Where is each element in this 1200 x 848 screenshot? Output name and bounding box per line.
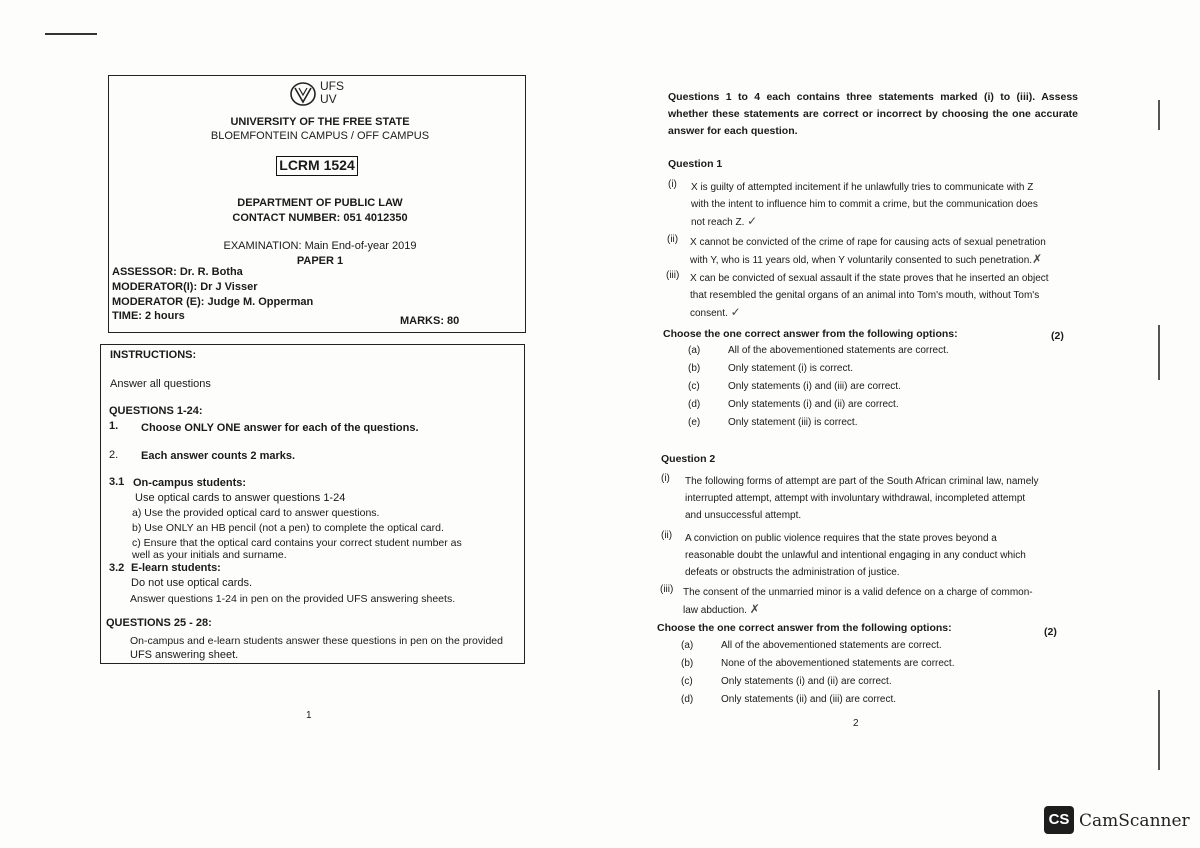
- item1-text: Choose ONLY ONE answer for each of the questions.: [141, 422, 419, 434]
- section31-c1: c) Ensure that the optical card contains your correct student number as: [132, 537, 462, 549]
- option-text: Only statement (iii) is correct.: [728, 417, 858, 428]
- option-label: (c): [681, 676, 693, 687]
- option-label: (a): [688, 345, 701, 356]
- q1-statement1-line3: not reach Z.: [691, 217, 745, 228]
- option-text: All of the abovementioned statements are correct.: [728, 345, 949, 356]
- q2-statement1-line2: interrupted attempt, attempt with involuntary withdrawal, incompleted attempt: [685, 493, 1026, 504]
- option-label: (b): [688, 363, 701, 374]
- item2-text: Each answer counts 2 marks.: [141, 450, 296, 462]
- q25-28-heading: QUESTIONS 25 - 28:: [106, 617, 212, 629]
- q2-statement2-line2: reasonable doubt the unlawful and intentional engaging in any conduct which: [685, 550, 1026, 561]
- university-name: UNIVERSITY OF THE FREE STATE: [230, 116, 410, 128]
- option-label: (c): [688, 381, 700, 392]
- option-label: (d): [681, 694, 694, 705]
- scan-mark: [45, 33, 97, 35]
- instructions-box: [100, 344, 525, 664]
- ufs-emblem-icon: [288, 80, 318, 108]
- q1-statement1-number: (i): [668, 179, 677, 190]
- section31-line1: Use optical cards to answer questions 1-24: [135, 492, 346, 504]
- q2-statement2-line3: defeats or obstructs the administration of justice.: [685, 567, 900, 578]
- q25-28-line2: UFS answering sheet.: [130, 649, 239, 661]
- q1-statement2-number: (ii): [667, 234, 679, 245]
- questions-intro: Questions 1 to 4 each contains three statements marked (i) to (iii). Assess whether these statements are correct or incorrect by choosing the one accurate answer for each question.: [668, 91, 1078, 137]
- logo-text-ufs: UFS: [320, 79, 344, 93]
- option-text: Only statement (i) is correct.: [728, 363, 854, 374]
- exam-time: TIME: 2 hours: [112, 310, 185, 322]
- total-marks: MARKS: 80: [400, 315, 460, 327]
- q1-marks: (2): [1051, 330, 1064, 342]
- page-edge: [1158, 325, 1160, 380]
- assessor: ASSESSOR: Dr. R. Botha: [112, 266, 243, 278]
- section32-line1: Do not use optical cards.: [131, 577, 253, 589]
- ufs-logo: [288, 80, 358, 110]
- option-text: Only statements (i) and (ii) are correct.: [721, 676, 892, 687]
- option-label: (a): [681, 640, 694, 651]
- q2-statement1-line1: The following forms of attempt are part of the South African criminal law, namely: [685, 476, 1039, 487]
- instructions-title: INSTRUCTIONS:: [110, 349, 197, 361]
- q1-statement1-line1: X is guilty of attempted incitement if he unlawfully tries to communicate with Z: [691, 182, 1034, 193]
- section31-b: b) Use ONLY an HB pencil (not a pen) to complete the optical card.: [132, 522, 444, 534]
- q2-statement2-number: (ii): [661, 530, 673, 541]
- option-label: (b): [681, 658, 694, 669]
- q1-24-heading: QUESTIONS 1-24:: [109, 405, 203, 417]
- q2-marks: (2): [1044, 626, 1057, 638]
- contact-number: CONTACT NUMBER: 051 4012350: [232, 212, 408, 224]
- page-edge: [1158, 690, 1160, 770]
- exam-title: EXAMINATION: Main End-of-year 2019: [223, 240, 417, 252]
- q1-statement2-line1: X cannot be convicted of the crime of rape for causing acts of sexual penetration: [690, 237, 1046, 248]
- option-text: Only statements (ii) and (iii) are correct.: [721, 694, 897, 705]
- paper-number: PAPER 1: [296, 255, 344, 267]
- question1-title: Question 1: [668, 158, 723, 170]
- q2-statement3-line1: The consent of the unmarried minor is a valid defence on a charge of common-: [683, 587, 1033, 598]
- question2-title: Question 2: [661, 453, 716, 465]
- q1-statement3-number: (iii): [666, 270, 680, 281]
- tick-mark: ✓: [747, 214, 758, 228]
- camscanner-watermark: CamScanner: [1079, 811, 1190, 831]
- option-text: None of the abovementioned statements are correct.: [721, 658, 955, 669]
- cross-mark: ✗: [749, 602, 760, 616]
- section32-number: 3.2: [109, 562, 125, 574]
- option-text: All of the abovementioned statements are correct.: [721, 640, 942, 651]
- section31-c2: well as your initials and surname.: [132, 549, 287, 561]
- course-code: LCRM 1524: [276, 156, 358, 176]
- q1-statement3-line3: consent.: [690, 308, 728, 319]
- q2-statement1-number: (i): [661, 473, 670, 484]
- q2-statement3-number: (iii): [660, 584, 674, 595]
- logo-text-uv: UV: [320, 92, 337, 106]
- option-text: Only statements (i) and (ii) are correct.: [728, 399, 899, 410]
- page-number-right: 2: [853, 718, 859, 729]
- section31-a: a) Use the provided optical card to answer questions.: [132, 507, 380, 519]
- q1-statement3-line2: that resembled the genital organs of an animal into Tom's mouth, without Tom's: [690, 290, 1040, 301]
- item2-number: 2.: [109, 449, 119, 461]
- answer-all: Answer all questions: [110, 378, 211, 390]
- item1-number: 1.: [109, 420, 119, 432]
- page-edge: [1158, 100, 1160, 130]
- section31-heading: On-campus students:: [133, 477, 247, 489]
- option-label: (d): [688, 399, 701, 410]
- q2-choose: Choose the one correct answer from the following options:: [657, 622, 952, 634]
- q2-statement1-line3: and unsuccessful attempt.: [685, 510, 802, 521]
- cross-mark: ✗: [1032, 252, 1043, 266]
- q25-28-line1: On-campus and e-learn students answer these questions in pen on the provided: [130, 635, 503, 647]
- tick-mark: ✓: [730, 305, 741, 319]
- moderator-external: MODERATOR (E): Judge M. Opperman: [112, 296, 314, 308]
- campus-name: BLOEMFONTEIN CAMPUS / OFF CAMPUS: [210, 130, 430, 142]
- q1-statement2-line2: with Y, who is 11 years old, when Y voluntarily consented to such penetration.: [690, 255, 1033, 266]
- moderator-internal: MODERATOR(I): Dr J Visser: [112, 281, 258, 293]
- camscanner-logo-icon: CS: [1044, 806, 1074, 834]
- department: DEPARTMENT OF PUBLIC LAW: [237, 197, 403, 209]
- q1-choose: Choose the one correct answer from the following options:: [663, 328, 958, 340]
- q1-statement3-line1: X can be convicted of sexual assault if the state proves that he inserted an object: [690, 273, 1049, 284]
- section32-line2: Answer questions 1-24 in pen on the provided UFS answering sheets.: [130, 593, 456, 605]
- option-text: Only statements (i) and (iii) are correct.: [728, 381, 901, 392]
- page-number-left: 1: [306, 710, 312, 721]
- q1-statement1-line2: with the intent to influence him to commit a crime, but the communication does: [691, 199, 1038, 210]
- q2-statement2-line1: A conviction on public violence requires that the state proves beyond a: [685, 533, 997, 544]
- q2-statement3-line2: law abduction.: [683, 605, 747, 616]
- section32-heading: E-learn students:: [131, 562, 221, 574]
- section31-number: 3.1: [109, 476, 125, 488]
- option-label: (e): [688, 417, 701, 428]
